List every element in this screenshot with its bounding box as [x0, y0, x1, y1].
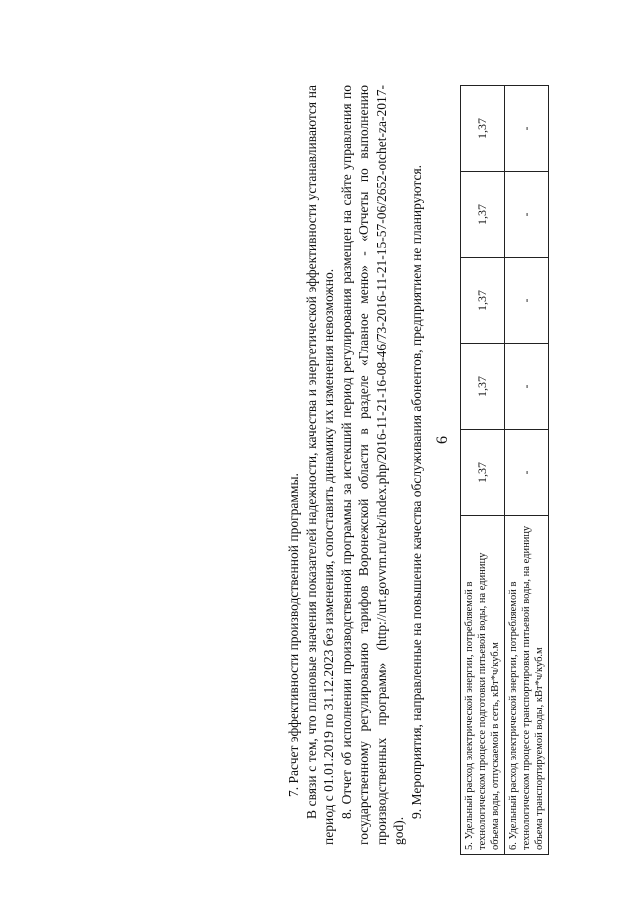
page-number: 6 [434, 436, 451, 444]
body-text [285, 85, 425, 845]
table-cell: - [505, 258, 549, 344]
section-8: 8. Отчет об исполнении производственной программы за истекший период регулирования размещен на сайте управления по государственному регулированию тарифов Воронежской области в разделе «Главное меню» - «Отчеты по выполнению производственных программ» (http://urt.govvrn.ru/rek/index.php/2016-11-21-16-08-46/73-2016-11-21-15-57-06/2652-otchet-za-2017-god). [338, 85, 406, 845]
row-description: 6. Удельный расход электрической энергии, потребляемой в технологическом процессе транспортировки питьевой воды, на единицу объема транспортируемой воды, кВт*ч/куб.м [505, 516, 549, 855]
table-cell: - [505, 86, 549, 172]
section-7-title: 7. Расчет эффективности производственной программы. [286, 473, 301, 797]
table-cell: - [505, 172, 549, 258]
table-cell: 1,37 [461, 430, 505, 516]
table-row [461, 86, 505, 855]
table-cell: - [505, 430, 549, 516]
table-cell: 1,37 [461, 172, 505, 258]
table-cell: - [505, 344, 549, 430]
rotated-page-content [20, 40, 620, 885]
table-cell: 1,37 [461, 258, 505, 344]
table-row [505, 86, 549, 855]
indicators-table [460, 85, 549, 855]
table-cell: 1,37 [461, 344, 505, 430]
section-7-body: В связи с тем, что плановые значения показателей надежности, качества и энергетической эффективности устанавливаются на период с 01.01.2019 по 31.12.2023 без изменения, сопоставить динамику их изменения невозможно. [303, 85, 336, 845]
table-cell: 1,37 [461, 86, 505, 172]
section-9: 9. Мероприятия, направленные на повышение качества обслуживания абонентов, предприятием не планируются. [408, 164, 424, 819]
row-description: 5. Удельный расход электрической энергии, потребляемой в технологическом процессе подготовки питьевой воды, на единицу объема воды, отпускаемой в сеть, кВт*ч/куб.м [461, 516, 505, 855]
